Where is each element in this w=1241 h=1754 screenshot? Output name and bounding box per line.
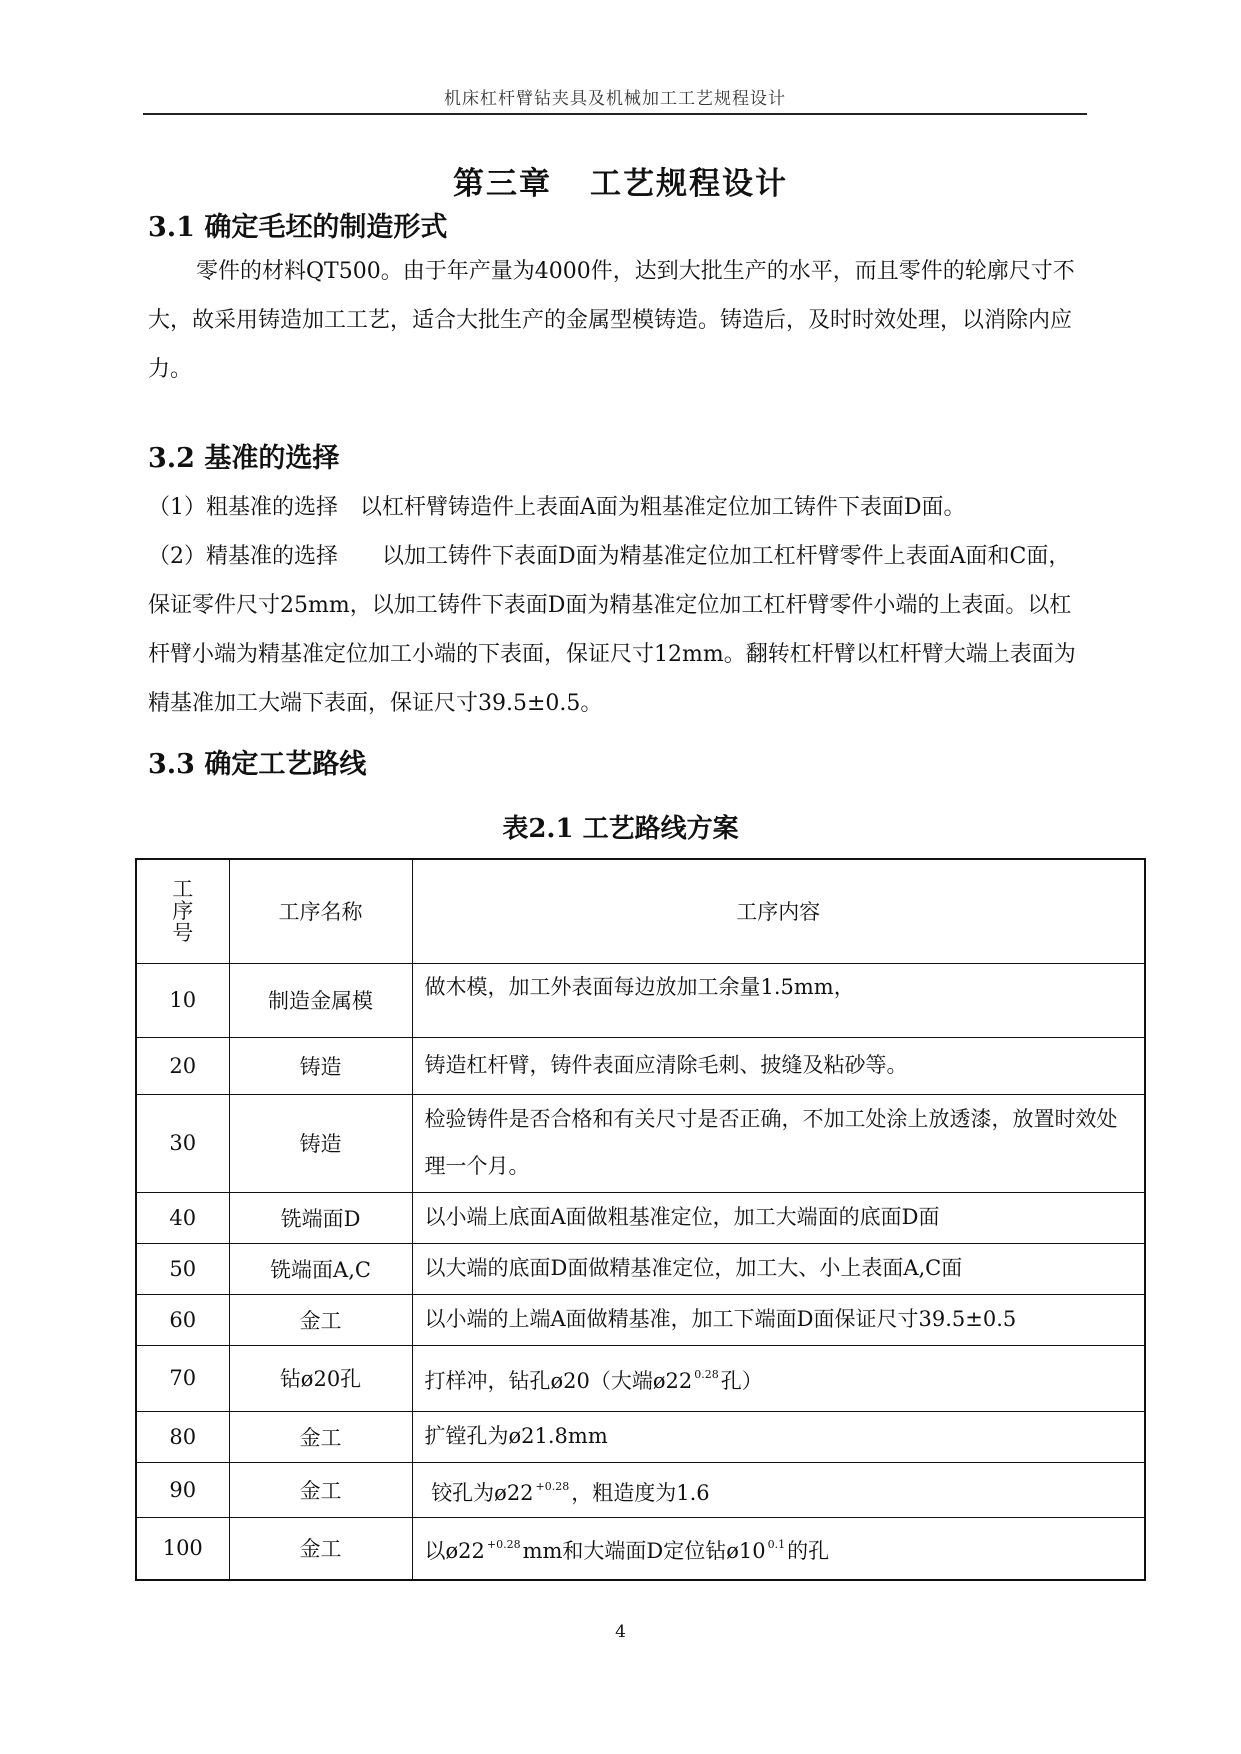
section-3-2-body [148,483,1088,728]
step-content: 做木模，加工外表面每边放加工余量1.5mm， [412,963,1145,1037]
content-text: 的孔 [787,1539,830,1564]
chapter-name: 工艺规程设计 [590,166,788,202]
table-row [136,1345,1145,1411]
paragraph: （1）粗基准的选择 以杠杆臂铸造件上表面A面为粗基准定位加工铸件下表面D面。 [148,495,966,520]
table-row [136,1294,1145,1345]
table-row [136,1411,1145,1462]
step-content: 以小端上底面A面做粗基准定位，加工大端面的底面D面 [412,1192,1145,1243]
table-row [136,1037,1145,1094]
header-no [136,859,229,963]
step-content: 扩镗孔为ø21.8mm [412,1411,1145,1462]
section-3-1-body [148,247,1088,394]
table-row [136,963,1145,1037]
step-content [412,1462,1145,1517]
content-text: 以ø22 [424,1539,485,1564]
header-content: 工序内容 [412,859,1145,963]
step-number: 70 [136,1345,229,1411]
step-number: 80 [136,1411,229,1462]
content-text: 打样冲，钻孔ø20（大端ø22 [424,1369,693,1393]
step-content [412,1345,1145,1411]
step-number: 20 [136,1037,229,1094]
header-rule [143,113,1087,115]
step-number: 10 [136,963,229,1037]
step-content: 铸造杠杆臂，铸件表面应清除毛刺、披缝及粘砂等。 [412,1037,1145,1094]
step-name: 金工 [229,1294,412,1345]
header-no-label: 工序号 [172,877,194,946]
table-header-row [136,859,1145,963]
step-content: 以小端的上端A面做精基准，加工下端面D面保证尺寸39.5±0.5 [412,1294,1145,1345]
content-text: mm和大端面D定位钻ø10 [522,1539,766,1564]
step-name: 金工 [229,1462,412,1517]
step-name: 金工 [229,1411,412,1462]
page-number: 4 [615,1622,626,1642]
step-number: 40 [136,1192,229,1243]
step-name: 铣端面D [229,1192,412,1243]
step-name: 铣端面A,C [229,1243,412,1294]
chapter-number: 第三章 [453,166,552,202]
tolerance-sup: 0.1 [767,1538,786,1552]
section-heading-3-3: 3.3 确定工艺路线 [148,749,367,780]
tolerance-sup: +0.28 [486,1538,521,1552]
step-number: 30 [136,1094,229,1192]
paragraph: （2）精基准的选择 以加工铸件下表面D面为精基准定位加工杠杆臂零件上表面A面和C面，保证零件尺寸25mm，以加工铸件下表面D面为精基准定位加工杠杆臂零件小端的上表面。以杠杆臂小端为精基准定位加工小端的下表面，保证尺寸12mm。翻转杠杆臂以杠杆臂大端上表面为精基准加工大端下表面，保证尺寸39.5±0.5。 [148,544,1076,716]
step-name: 钻ø20孔 [229,1345,412,1411]
paragraph: 零件的材料QT500。由于年产量为4000件，达到大批生产的水平，而且零件的轮廓尺寸不大，故采用铸造加工工艺，适合大批生产的金属型模铸造。铸造后，及时时效处理，以消除内应力。 [148,259,1075,382]
step-name: 金工 [229,1517,412,1580]
step-number: 90 [136,1462,229,1517]
running-header: 机床杠杆臂钻夹具及机械加工工艺规程设计 [444,89,786,109]
table-row [136,1517,1145,1580]
chapter-title [0,158,1241,203]
step-content: 以大端的底面D面做精基准定位，加工大、小上表面A,C面 [412,1243,1145,1294]
table-row [136,1243,1145,1294]
table-row [136,1462,1145,1517]
section-heading-3-1: 3.1 确定毛坯的制造形式 [148,212,448,243]
table-caption: 表2.1 工艺路线方案 [502,814,739,844]
tolerance-sup: +0.28 [535,1479,570,1493]
step-content [412,1517,1145,1580]
table-row [136,1192,1145,1243]
content-text: 铰孔为ø22 [424,1480,534,1505]
step-name: 铸造 [229,1037,412,1094]
step-content: 检验铸件是否合格和有关尺寸是否正确，不加工处涂上放透漆，放置时效处理一个月。 [412,1094,1145,1192]
tolerance-sup: 0.28 [694,1368,719,1381]
table-row [136,1094,1145,1192]
content-text: 孔） [720,1369,763,1393]
process-route-table [135,858,1146,1581]
section-heading-3-2: 3.2 基准的选择 [148,443,340,474]
step-number: 100 [136,1517,229,1580]
content-text: ，粗造度为1.6 [571,1480,710,1505]
step-number: 50 [136,1243,229,1294]
step-name: 制造金属模 [229,963,412,1037]
step-name: 铸造 [229,1094,412,1192]
step-number: 60 [136,1294,229,1345]
header-name: 工序名称 [229,859,412,963]
